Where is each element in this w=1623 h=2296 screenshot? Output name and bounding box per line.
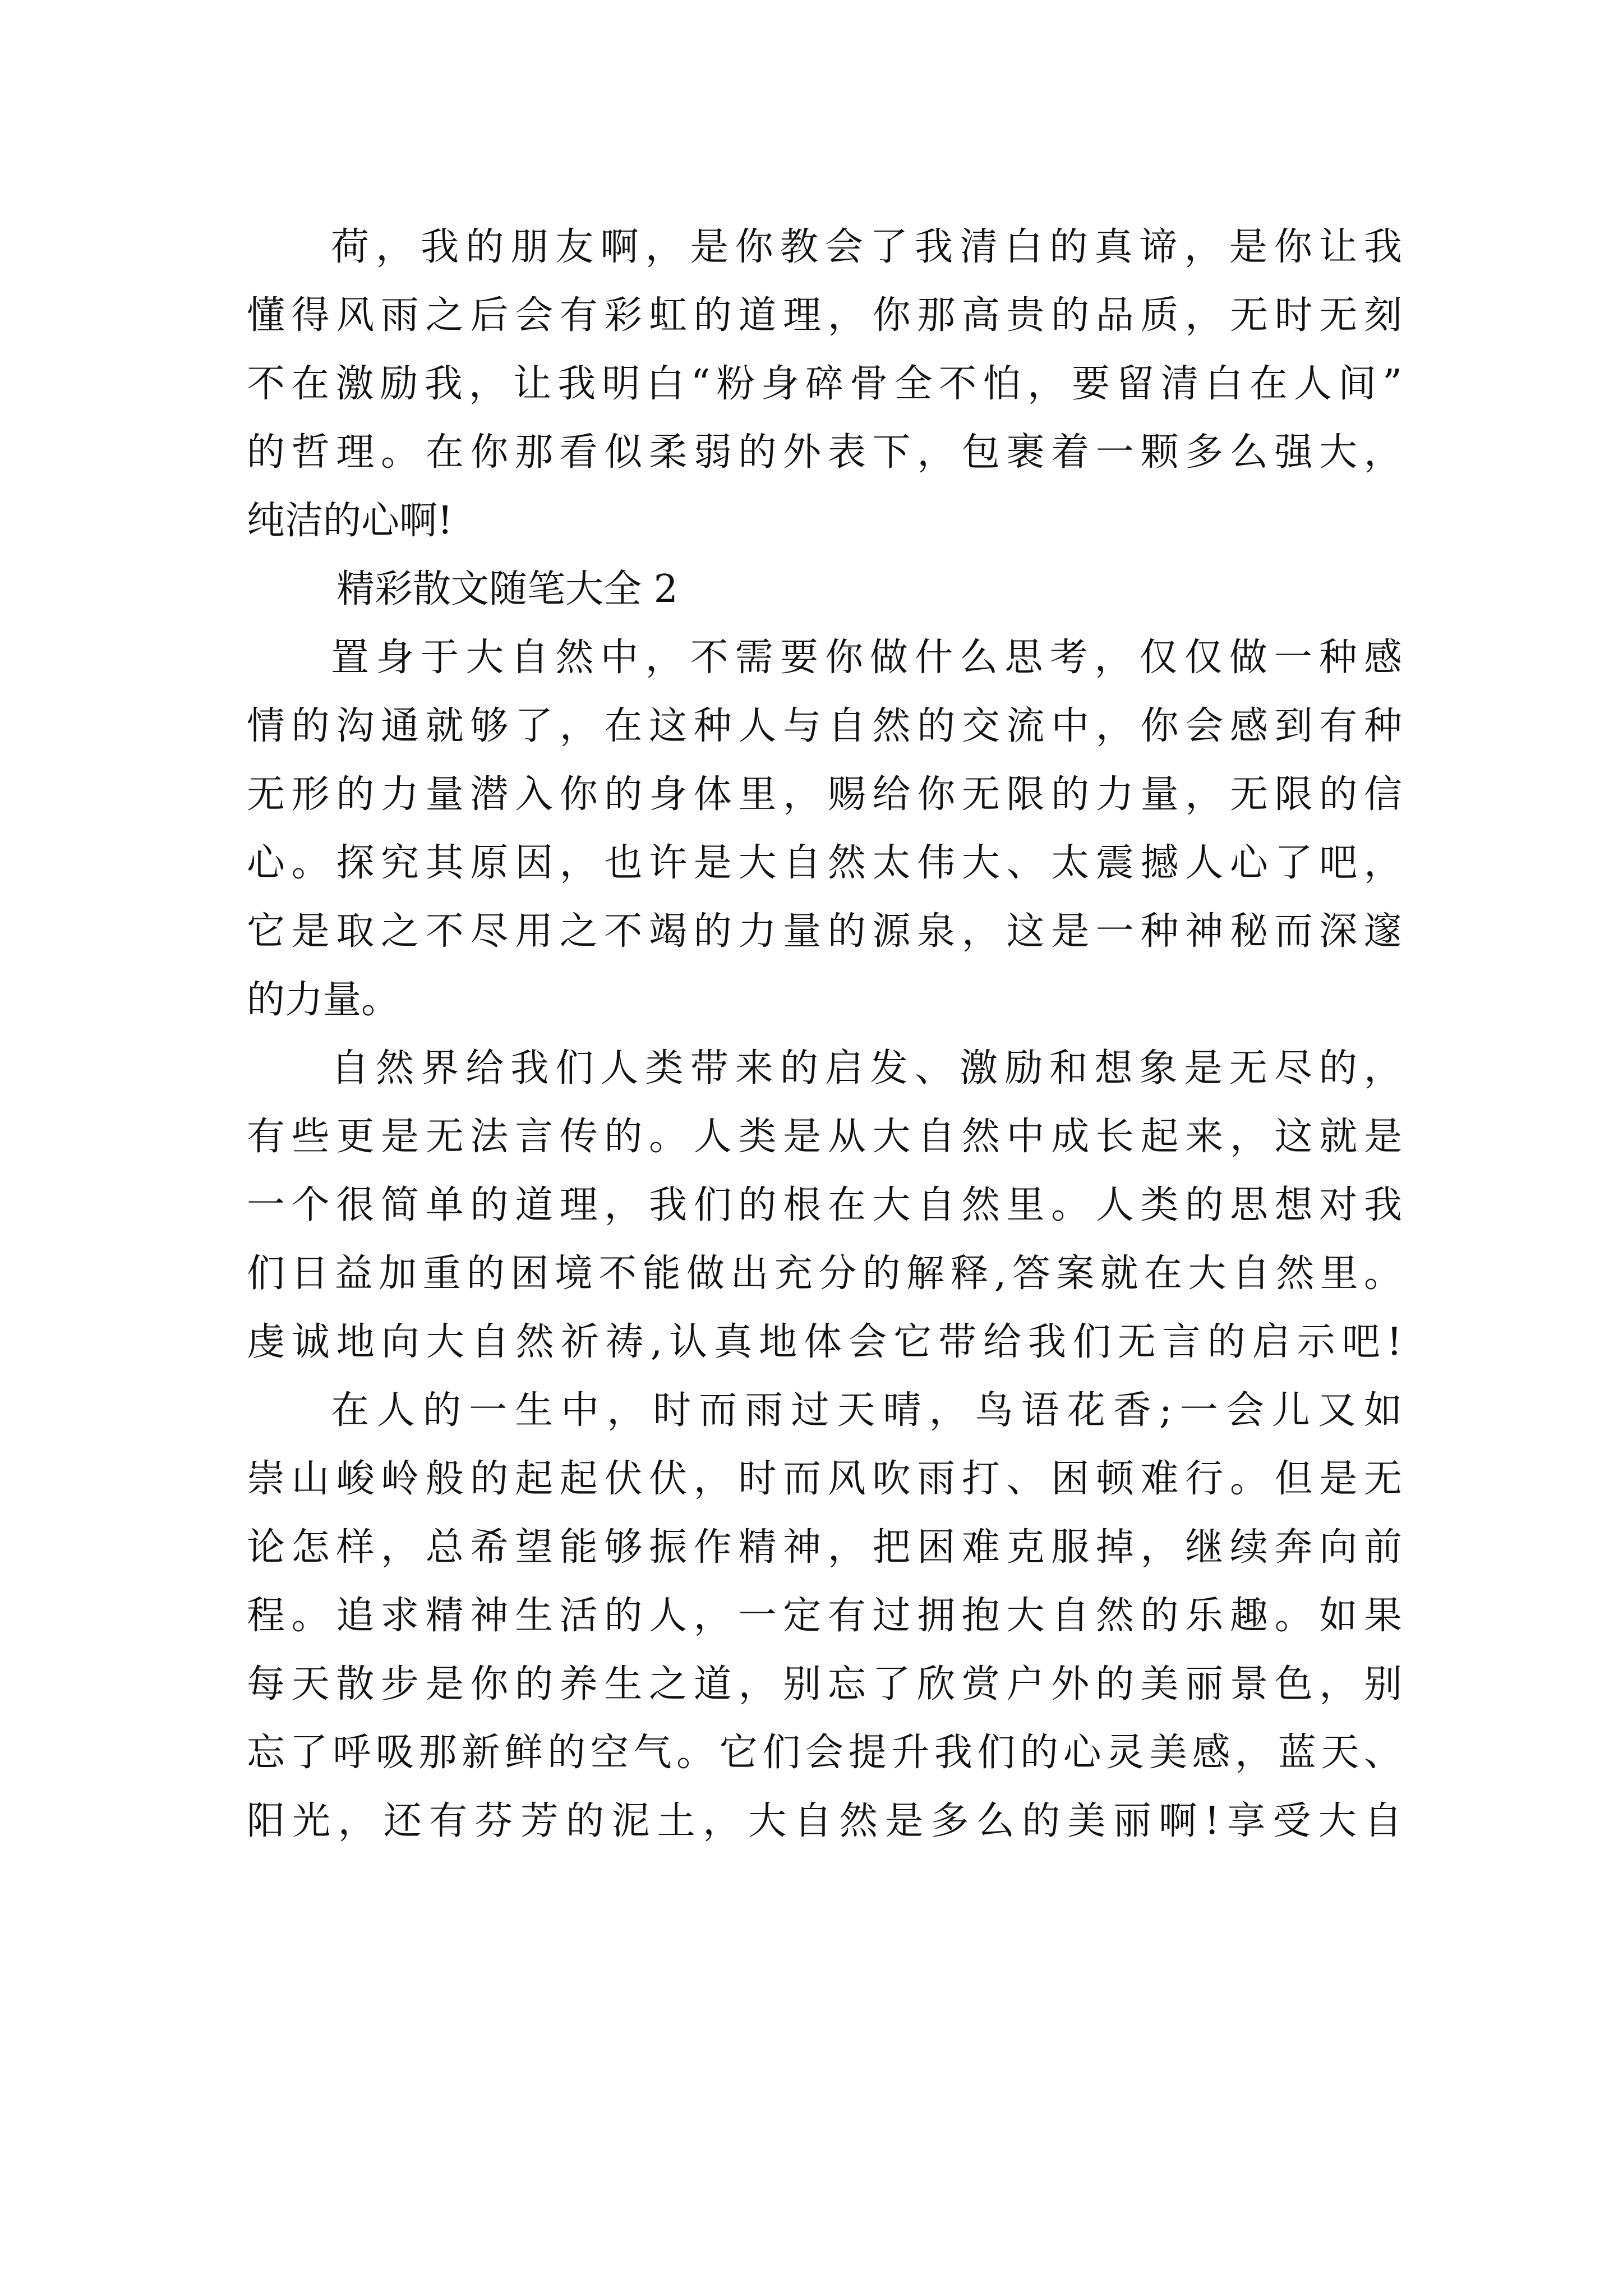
paragraph-line: 心。探究其原因，也许是大自然太伟大、太震撼人心了吧， (247, 841, 1402, 885)
paragraph-line: 置身于大自然中，不需要你做什么思考，仅仅做一种感 (331, 636, 1402, 680)
paragraph-line: 有些更是无法言传的。人类是从大自然中成长起来，这就是 (247, 1115, 1402, 1159)
paragraph-line: 忘了呼吸那新鲜的空气。它们会提升我们的心灵美感，蓝天、 (247, 1731, 1402, 1775)
paragraph-line: 崇山峻岭般的起起伏伏，时而风吹雨打、困顿难行。但是无 (247, 1457, 1402, 1501)
paragraph-line: 们日益加重的困境不能做出充分的解释,答案就在大自然里。 (247, 1251, 1402, 1296)
paragraph-line: 的力量。 (247, 978, 400, 1022)
paragraph-line: 阳光，还有芬芳的泥土，大自然是多么的美丽啊!享受大自 (247, 1799, 1402, 1843)
paragraph-line: 懂得风雨之后会有彩虹的道理，你那高贵的品质，无时无刻 (247, 293, 1402, 338)
paragraph-line: 一个很简单的道理，我们的根在大自然里。人类的思想对我 (247, 1183, 1402, 1227)
paragraph-line: 自然界给我们人类带来的启发、激励和想象是无尽的， (331, 1046, 1402, 1091)
paragraph-line: 论怎样，总希望能够振作精神，把困难克服掉，继续奔向前 (247, 1525, 1402, 1570)
document-body (247, 213, 1402, 1856)
paragraph-line: 不在激励我，让我明白“粉身碎骨全不怕，要留清白在人间” (247, 362, 1402, 406)
paragraph-line: 纯洁的心啊! (247, 499, 453, 543)
paragraph-line: 每天散步是你的养生之道，别忘了欣赏户外的美丽景色，别 (247, 1662, 1402, 1706)
paragraph-line: 它是取之不尽用之不竭的力量的源泉，这是一种神秘而深邃 (247, 909, 1402, 954)
paragraph-line: 程。追求精神生活的人，一定有过拥抱大自然的乐趣。如果 (247, 1594, 1402, 1638)
section-heading: 精彩散文随笔大全 2 (336, 567, 678, 611)
paragraph-line: 在人的一生中，时而雨过天晴，鸟语花香;一会儿又如 (331, 1388, 1402, 1433)
paragraph-line: 的哲理。在你那看似柔弱的外表下，包裹着一颗多么强大， (247, 430, 1402, 475)
paragraph-line: 虔诚地向大自然祈祷,认真地体会它带给我们无言的启示吧! (247, 1320, 1402, 1364)
paragraph-line: 荷，我的朋友啊，是你教会了我清白的真谛，是你让我 (331, 225, 1402, 269)
paragraph-line: 无形的力量潜入你的身体里，赐给你无限的力量，无限的信 (247, 772, 1402, 817)
paragraph-line: 情的沟通就够了，在这种人与自然的交流中，你会感到有种 (247, 704, 1402, 748)
